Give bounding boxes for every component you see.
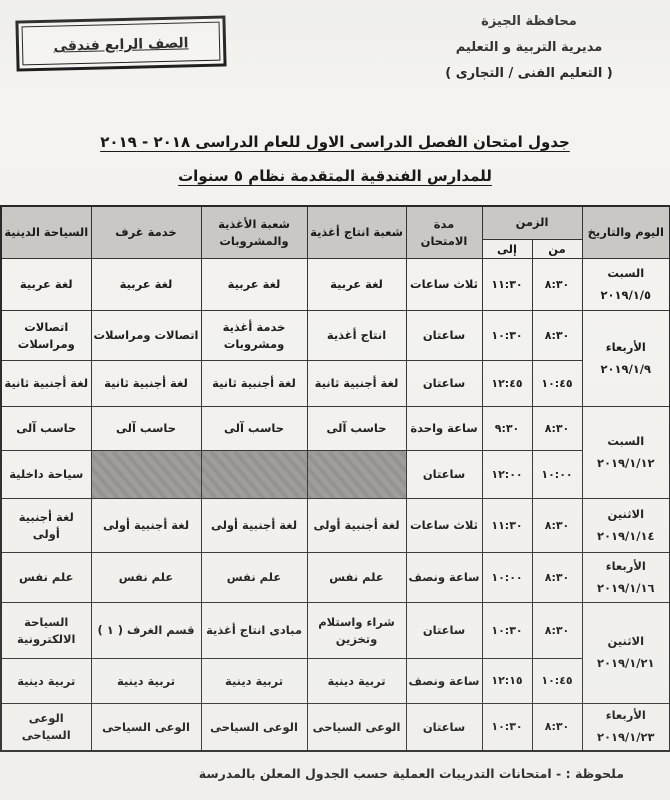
time-to-cell: ١٢:٤٥: [482, 361, 532, 407]
subject-cell-production: لغة عربية: [307, 259, 406, 311]
subject-cell-production: انتاج أغذية: [307, 311, 406, 361]
duration-cell: ساعتان: [406, 451, 482, 499]
table-row: [1, 451, 670, 499]
time-from-cell: ٨:٣٠: [532, 603, 582, 659]
subject-cell-religious-tourism: تربية دينية: [1, 659, 91, 704]
date-cell: الاثنين ٢٠١٩/١/٢١: [582, 603, 670, 704]
date-cell: الأربعاء ٢٠١٩/١/٩: [582, 311, 670, 407]
subject-cell-religious-tourism: سياحة داخلية: [1, 451, 91, 499]
subject-cell-room-service: اتصالات ومراسلات: [91, 311, 201, 361]
table-row: [1, 407, 670, 451]
shaded-cell: [91, 451, 201, 499]
subject-cell-food-beverage: لغة عربية: [201, 259, 307, 311]
subject-cell-food-beverage: لغة أجنبية ثانية: [201, 361, 307, 407]
subject-cell-religious-tourism: لغة أجنبية أولى: [1, 499, 91, 553]
duration-cell: ساعة ونصف: [406, 553, 482, 603]
subject-cell-production: شراء واستلام وتخزين: [307, 603, 406, 659]
subject-cell-food-beverage: خدمة أغذية ومشروبات: [201, 311, 307, 361]
time-from-cell: ٨:٣٠: [532, 704, 582, 751]
header-food-production-branch: شعبة انتاج أغذية: [307, 206, 406, 259]
subject-cell-production: لغة أجنبية ثانية: [307, 361, 406, 407]
time-to-cell: ١٠:٠٠: [482, 553, 532, 603]
time-to-cell: ١١:٣٠: [482, 259, 532, 311]
subject-cell-religious-tourism: السياحة الالكترونية: [1, 603, 91, 659]
table-row: [1, 553, 670, 603]
time-to-cell: ١٢:١٥: [482, 659, 532, 704]
subject-cell-production: علم نفس: [307, 553, 406, 603]
time-from-cell: ٨:٣٠: [532, 259, 582, 311]
subject-cell-religious-tourism: لغة عربية: [1, 259, 91, 311]
duration-cell: ساعتان: [406, 704, 482, 751]
duration-cell: ساعة واحدة: [406, 407, 482, 451]
subject-cell-production: حاسب آلى: [307, 407, 406, 451]
subject-cell-food-beverage: لغة أجنبية أولى: [201, 499, 307, 553]
header-room-service-branch: خدمة غرف: [91, 206, 201, 259]
header-day-date: اليوم والتاريخ: [582, 206, 670, 259]
time-to-cell: ١٠:٣٠: [482, 311, 532, 361]
duration-cell: ساعة ونصف: [406, 659, 482, 704]
subject-cell-room-service: تربية دينية: [91, 659, 201, 704]
education-type: ( التعليم الفنى / التجارى ): [445, 66, 613, 81]
subject-cell-room-service: لغة عربية: [91, 259, 201, 311]
table-row: [1, 259, 670, 311]
duration-cell: ساعتان: [406, 603, 482, 659]
date-cell: السبت ٢٠١٩/١/١٢: [582, 407, 670, 499]
exam-schedule-table: [0, 205, 670, 752]
date-cell: الأربعاء ٢٠١٩/١/١٦: [582, 553, 670, 603]
schedule-subtitle: للمدارس الفندقية المتقدمة نظام ٥ سنوات: [178, 167, 492, 185]
time-from-cell: ٨:٣٠: [532, 553, 582, 603]
time-from-cell: ١٠:٤٥: [532, 659, 582, 704]
table-row: [1, 704, 670, 751]
subject-cell-religious-tourism: لغة أجنبية ثانية: [1, 361, 91, 407]
header-food-beverage-branch: شعبة الأغذية والمشروبات: [201, 206, 307, 259]
table-row: [1, 311, 670, 361]
subject-cell-religious-tourism: حاسب آلى: [1, 407, 91, 451]
time-to-cell: ١٢:٠٠: [482, 451, 532, 499]
subject-cell-production: لغة أجنبية أولى: [307, 499, 406, 553]
subject-cell-food-beverage: علم نفس: [201, 553, 307, 603]
subject-cell-room-service: لغة أجنبية ثانية: [91, 361, 201, 407]
subject-cell-production: الوعى السياحى: [307, 704, 406, 751]
time-to-cell: ١٠:٣٠: [482, 603, 532, 659]
duration-cell: ثلاث ساعات: [406, 259, 482, 311]
subject-cell-food-beverage: حاسب آلى: [201, 407, 307, 451]
time-from-cell: ٨:٣٠: [532, 311, 582, 361]
grade-label: الصف الرابع فندقى: [53, 35, 189, 55]
time-from-cell: ١٠:٠٠: [532, 451, 582, 499]
header-duration: مدة الامتحان: [406, 206, 482, 259]
table-row: [1, 361, 670, 407]
shaded-cell: [307, 451, 406, 499]
subject-cell-food-beverage: تربية دينية: [201, 659, 307, 704]
duration-cell: ثلاث ساعات: [406, 499, 482, 553]
schedule-title: جدول امتحان الفصل الدراسى الاول للعام الدراسى ٢٠١٨ - ٢٠١٩: [100, 133, 570, 151]
subject-cell-room-service: الوعى السياحى: [91, 704, 201, 751]
duration-cell: ساعتان: [406, 361, 482, 407]
shaded-cell: [201, 451, 307, 499]
time-to-cell: ١١:٣٠: [482, 499, 532, 553]
time-from-cell: ١٠:٤٥: [532, 361, 582, 407]
subject-cell-food-beverage: مبادى انتاج أغذية: [201, 603, 307, 659]
subject-cell-religious-tourism: علم نفس: [1, 553, 91, 603]
time-from-cell: ٨:٣٠: [532, 499, 582, 553]
grade-box: [15, 15, 226, 71]
subject-cell-room-service: حاسب آلى: [91, 407, 201, 451]
date-cell: السبت ٢٠١٩/١/٥: [582, 259, 670, 311]
header-time: الزمن: [482, 206, 582, 239]
letterhead: [404, 9, 654, 87]
footnote: ملحوظة : - امتحانات التدريبات العملية حسب الجدول المعلن بالمدرسة: [198, 766, 624, 781]
time-to-cell: ٩:٣٠: [482, 407, 532, 451]
table-row: [1, 499, 670, 553]
governorate-name: محافظة الجيزة: [481, 14, 577, 29]
subject-cell-room-service: قسم الغرف ( ١ ): [91, 603, 201, 659]
subject-cell-religious-tourism: اتصالات ومراسلات: [1, 311, 91, 361]
subject-cell-room-service: لغة أجنبية أولى: [91, 499, 201, 553]
duration-cell: ساعتان: [406, 311, 482, 361]
date-cell: الأربعاء ٢٠١٩/١/٢٣: [582, 704, 670, 751]
header-time-from: من: [532, 239, 582, 259]
directorate-name: مديرية التربية و التعليم: [455, 40, 603, 55]
header-religious-tourism-branch: السياحة الدينية: [1, 206, 91, 259]
subject-cell-room-service: علم نفس: [91, 553, 201, 603]
table-row: [1, 603, 670, 659]
subject-cell-production: تربية دينية: [307, 659, 406, 704]
subject-cell-food-beverage: الوعى السياحى: [201, 704, 307, 751]
table-row: [1, 659, 670, 704]
time-from-cell: ٨:٣٠: [532, 407, 582, 451]
date-cell: الاثنين ٢٠١٩/١/١٤: [582, 499, 670, 553]
time-to-cell: ١٠:٣٠: [482, 704, 532, 751]
subject-cell-religious-tourism: الوعى السياحى: [1, 704, 91, 751]
header-time-to: إلى: [482, 239, 532, 259]
